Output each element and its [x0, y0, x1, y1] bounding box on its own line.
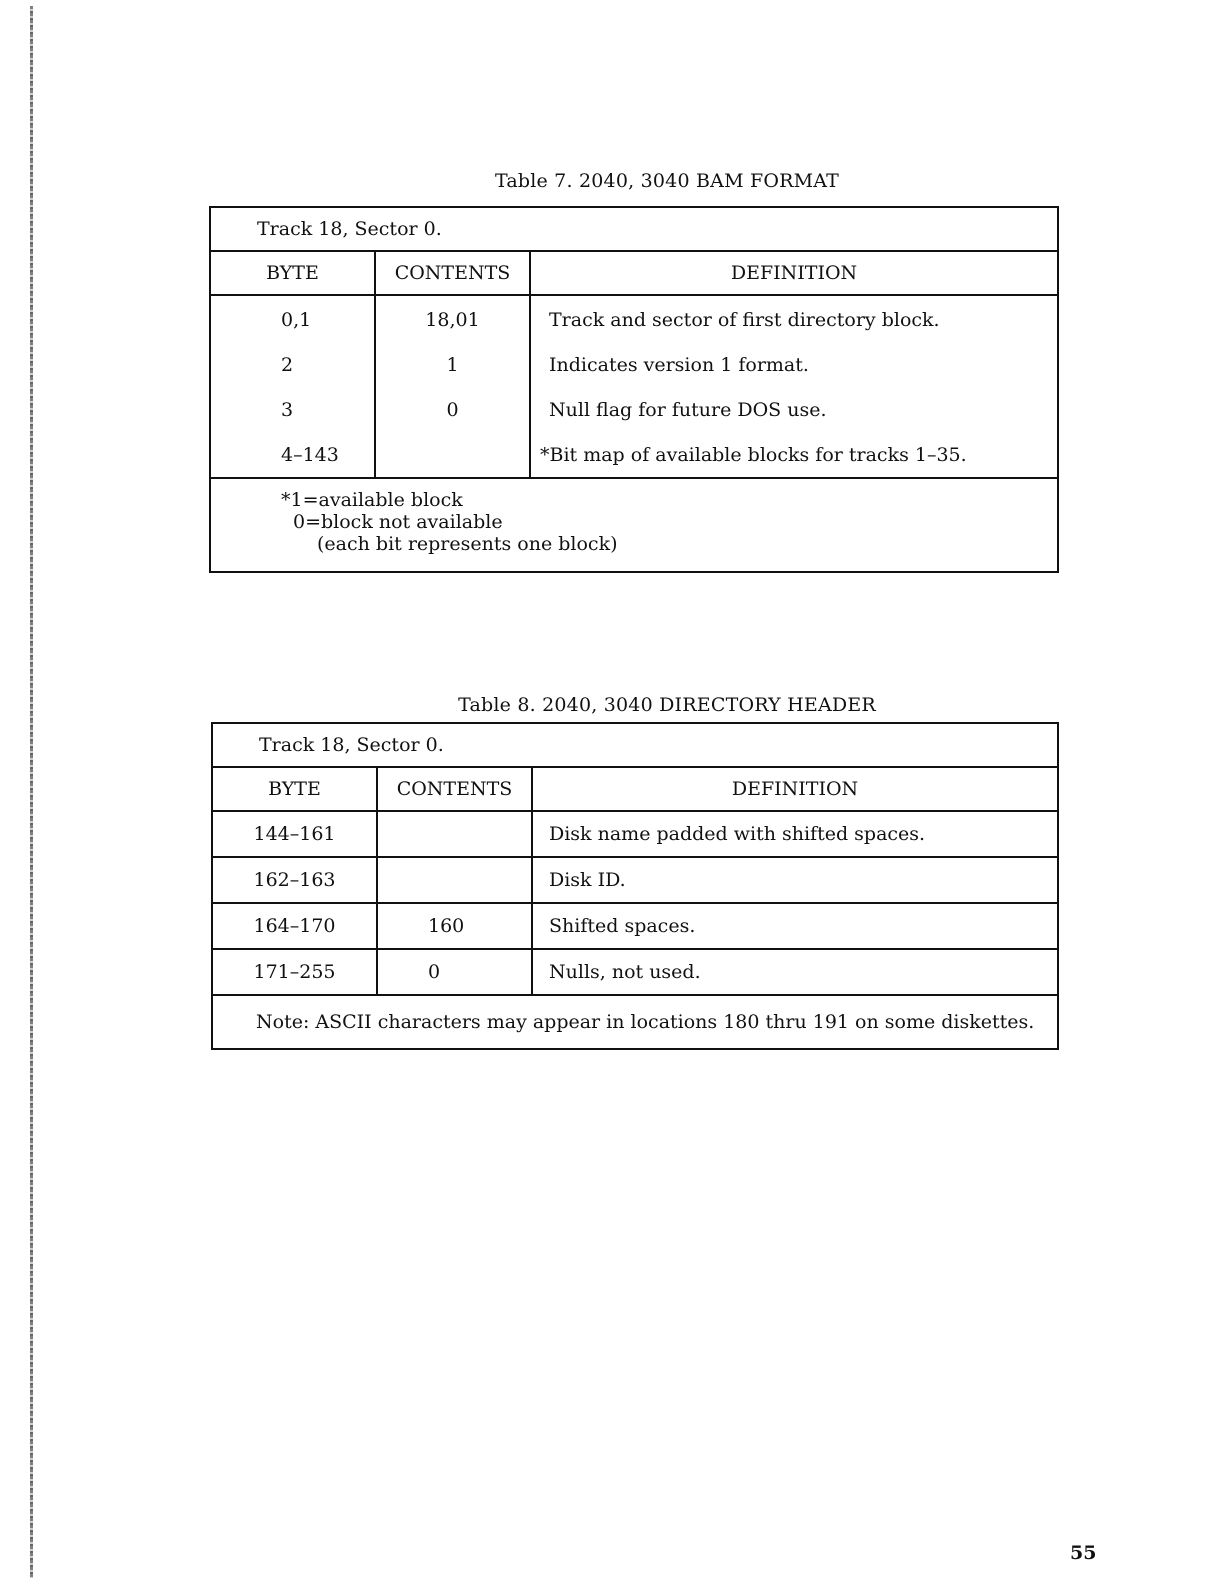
table7-bam-format: [209, 206, 1059, 573]
table-row: [210, 387, 1058, 432]
row-contents: 18,01: [375, 295, 530, 342]
table-row: [210, 432, 1058, 478]
row-byte: 3: [210, 387, 375, 432]
row-byte: 164–170: [212, 903, 377, 949]
row-definition: Null flag for future DOS use.: [530, 387, 1058, 432]
row-contents: [377, 857, 532, 903]
table7-header-definition: DEFINITION: [530, 251, 1058, 295]
row-byte: 4–143: [210, 432, 375, 478]
row-definition: Disk ID.: [532, 857, 1058, 903]
page-binding-edge: [30, 6, 33, 1578]
row-contents: 0: [375, 387, 530, 432]
row-definition: Nulls, not used.: [532, 949, 1058, 995]
table7-location: Track 18, Sector 0.: [210, 207, 1058, 251]
table7-caption: Table 7. 2040, 3040 BAM FORMAT: [494, 170, 840, 192]
table-row: [210, 295, 1058, 342]
table-row: [212, 903, 1058, 949]
row-byte: 0,1: [210, 295, 375, 342]
table8-location: Track 18, Sector 0.: [212, 723, 1058, 767]
row-definition: Disk name padded with shifted spaces.: [532, 811, 1058, 857]
table8-note: Note: ASCII characters may appear in locations 180 thru 191 on some diskettes.: [212, 995, 1058, 1049]
table7-footnote: [210, 478, 1058, 572]
table8-header-contents: CONTENTS: [377, 767, 532, 811]
table-row: [212, 811, 1058, 857]
table-row: [212, 857, 1058, 903]
table8-caption: Table 8. 2040, 3040 DIRECTORY HEADER: [458, 694, 876, 716]
row-definition: Track and sector of first directory block.: [530, 295, 1058, 342]
table8-directory-header: [211, 722, 1059, 1050]
row-definition: *Bit map of available blocks for tracks 1–35.: [530, 432, 1058, 478]
table7-header-contents: CONTENTS: [375, 251, 530, 295]
table8-header-definition: DEFINITION: [532, 767, 1058, 811]
row-contents: 0: [377, 949, 532, 995]
footnote-line: (each bit represents one block): [317, 533, 618, 555]
row-byte: 144–161: [212, 811, 377, 857]
row-byte: 171–255: [212, 949, 377, 995]
row-contents: 160: [377, 903, 532, 949]
row-byte: 162–163: [212, 857, 377, 903]
row-byte: 2: [210, 342, 375, 387]
row-definition: Shifted spaces.: [532, 903, 1058, 949]
row-contents: 1: [375, 342, 530, 387]
row-contents: [377, 811, 532, 857]
row-definition: Indicates version 1 format.: [530, 342, 1058, 387]
footnote-line: *1=available block: [281, 489, 463, 511]
page-number: 55: [1070, 1542, 1097, 1564]
table-row: [212, 949, 1058, 995]
row-contents: [375, 432, 530, 478]
table8-header-byte: BYTE: [212, 767, 377, 811]
table7-header-byte: BYTE: [210, 251, 375, 295]
footnote-line: 0=block not available: [293, 511, 503, 533]
table-row: [210, 342, 1058, 387]
